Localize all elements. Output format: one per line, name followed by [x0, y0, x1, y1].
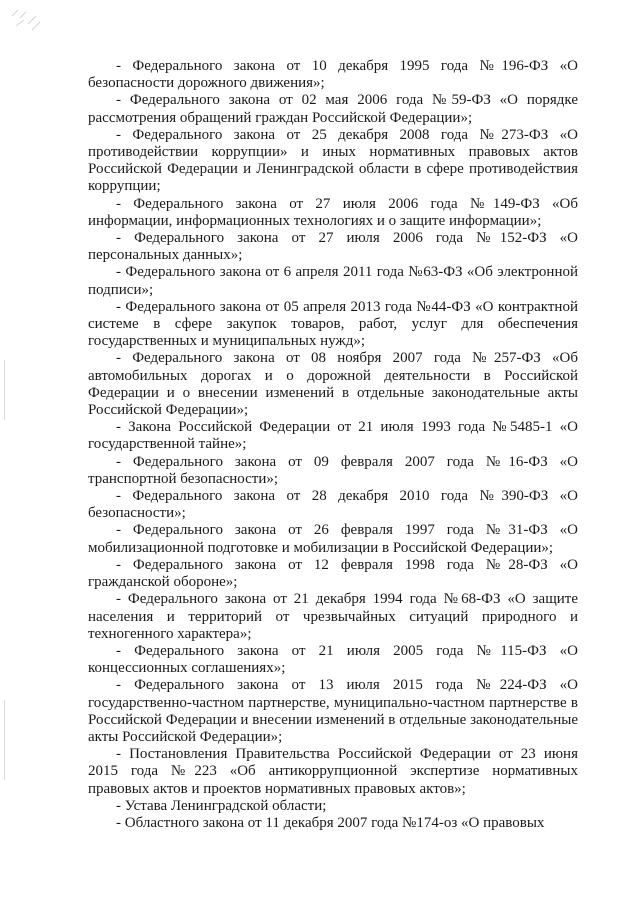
law-item: - Федерального закона от 02 мая 2006 года №59-ФЗ «О порядке рассмотрения обращений граждан Российской Федерации»;: [88, 92, 578, 126]
law-item: - Федерального закона от 6 апреля 2011 года №63-ФЗ «Об электронной подписи»;: [88, 264, 578, 298]
law-item: - Федерального закона от 25 декабря 2008 года №273-ФЗ «О противодействии коррупции» и иных нормативных правовых актов Российской Федерации и Ленинградской области в сфере противодействия коррупции;: [88, 126, 578, 195]
law-item: - Федерального закона от 12 февраля 1998 года №28-ФЗ «О гражданской обороне»;: [88, 556, 578, 591]
law-item: - Федерального закона от 21 декабря 1994 года №68-ФЗ «О защите населения и территорий от чрезвычайных ситуаций природного и техногенного характера»;: [88, 591, 578, 642]
law-item: - Устава Ленинградской области;: [116, 797, 327, 814]
law-item: - Федерального закона от 09 февраля 2007 года №16-ФЗ «О транспортной безопасности»;: [88, 453, 578, 487]
law-item: - Закона Российской Федерации от 21 июля 1993 года №5485-1 «О государственной тайне»;: [88, 419, 578, 453]
law-item: - Постановления Правительства Российской Федерации от 23 июня 2015 года №223 «Об антикоррупционной экспертизе нормативных правовых актов и проектов нормативных правовых актов»;: [88, 746, 578, 797]
law-item: - Федерального закона от 21 июля 2005 года №115-ФЗ «О концессионных соглашениях»;: [88, 642, 578, 677]
law-item: - Федерального закона от 05 апреля 2013 года №44-ФЗ «О контрактной системе в сфере закупок товаров, работ, услуг для обеспечения государственных и муниципальных нужд»;: [88, 298, 578, 350]
law-item: - Областного закона от 11 декабря 2007 года №174-оз «О правовых: [116, 814, 545, 831]
law-item: - Федерального закона от 28 декабря 2010 года №390-ФЗ «О безопасности»;: [88, 488, 578, 522]
scan-artifact-icon: [10, 6, 44, 36]
scan-edge-mark: [4, 700, 5, 780]
scan-edge-mark: [4, 360, 5, 420]
document-body: [88, 58, 578, 832]
law-item: - Федерального закона от 26 февраля 1997 года №31-ФЗ «О мобилизационной подготовке и мобилизации в Российской Федерации»;: [88, 522, 578, 556]
law-item: - Федерального закона от 08 ноября 2007 года №257-ФЗ «Об автомобильных дорогах и о дорожной деятельности в Российской Федерации и о внесении изменений в отдельные законодательные акты Российской Федерации»;: [88, 350, 578, 419]
law-item: - Федерального закона от 27 июля 2006 года №152-ФЗ «О персональных данных»;: [88, 230, 578, 264]
law-item: - Федерального закона от 27 июля 2006 года №149-ФЗ «Об информации, информационных технологиях и о защите информации»;: [88, 195, 578, 229]
law-item: - Федерального закона от 13 июля 2015 года №224-ФЗ «О государственно-частном партнерстве, муниципально-частном партнерстве в Российской Федерации и внесении изменений в отдельные законодательные акты Российской Федерации»;: [88, 677, 578, 745]
law-item: - Федерального закона от 10 декабря 1995 года №196-ФЗ «О безопасности дорожного движения»;: [88, 58, 578, 92]
